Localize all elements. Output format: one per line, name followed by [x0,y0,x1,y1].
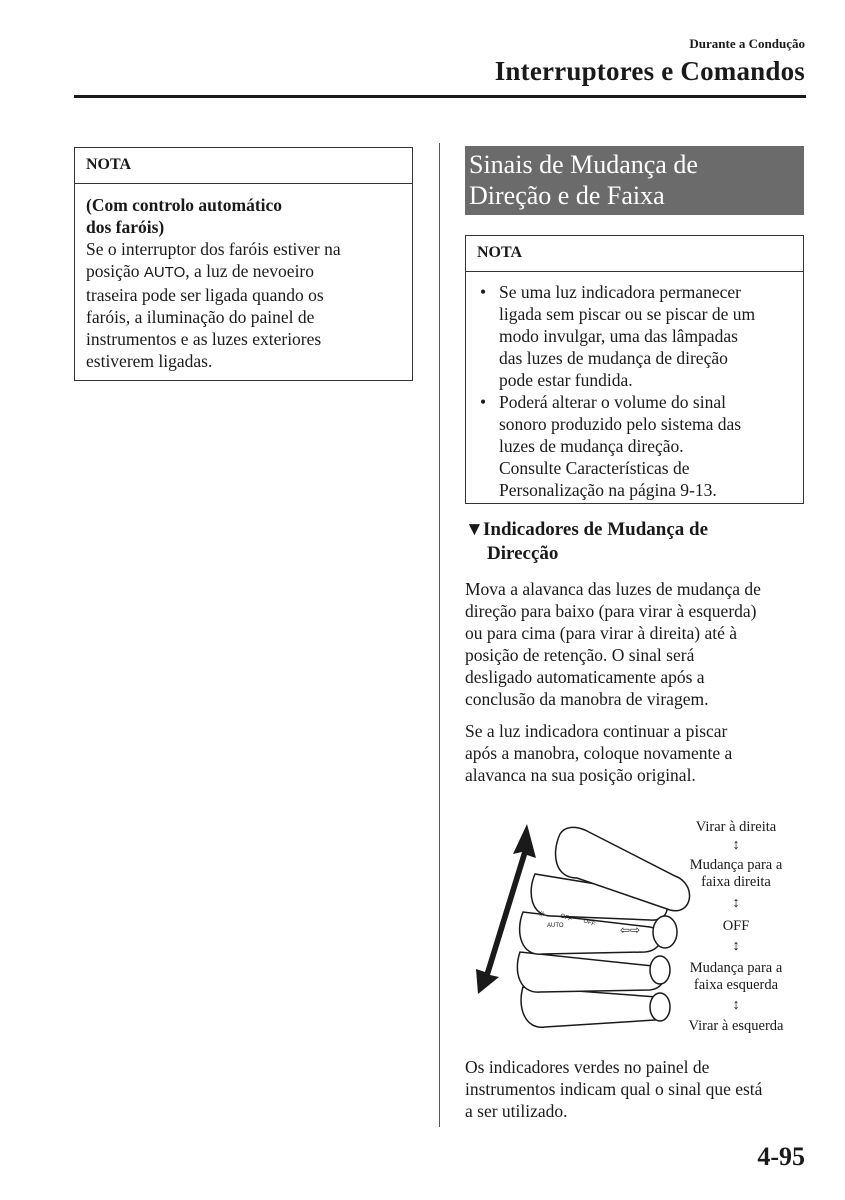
left-note-subtitle-2: dos faróis) [86,217,165,237]
section-title [465,146,804,215]
bullet1-line-3: modo invulgar, uma das lâmpadas [499,326,738,346]
left-note-heading: NOTA [75,148,412,184]
p1-line-2: direção para baixo (para virar à esquerda) [465,601,757,621]
column-divider [439,143,440,1127]
subsection-title-1: Indicadores de Mudança de [483,519,709,540]
auto-position-label: AUTO [143,264,186,281]
updown-arrow-icon-4: ↕ [732,997,740,1013]
label-right-turn: Virar à direita [695,819,777,835]
label-lane-right-2: faixa direita [701,874,771,890]
left-note-box [74,147,413,381]
left-note-line-1: Se o interruptor dos faróis estiver na [86,239,341,259]
p1-line-4: posição de retenção. O sinal será [465,645,695,665]
updown-arrow-icon-3: ↕ [732,938,740,954]
p1-line-6: conclusão da manobra de viragem. [465,689,709,709]
p1-line-1: Mova a alavanca das luzes de mudança de [465,579,761,599]
left-note-line-2-prefix: posição [86,261,140,281]
p1-line-3: ou para cima (para virar à direita) até à [465,623,738,643]
right-note-heading: NOTA [466,236,803,272]
bullet2-line-3: luzes de mudança direção. [499,436,684,456]
bullet1-line-1: • Se uma luz indicadora permanecer [499,282,741,302]
updown-arrow-icon-2: ↕ [732,895,740,911]
arrows-symbol-icon: ⇦⇨ [620,923,641,937]
p2-line-2: após a manobra, coloque novamente a [465,743,733,763]
subsection-heading-line-1 [465,518,805,542]
left-note-body [75,184,412,380]
p3-line-2: instrumentos indicam qual o sinal que está [465,1079,763,1099]
left-note-line-3: traseira pode ser ligada quando os [86,285,324,305]
bullet2-line-4: Consulte Características de [499,458,690,478]
header-rule [74,95,806,98]
bullet2-line-5: Personalização na página 9-13. [499,480,717,500]
label-lane-left-1: Mudança para a [689,960,783,976]
label-lane-left-2: faixa esquerda [693,977,779,993]
left-note-line-2-rest: , a luz de nevoeiro [185,261,315,281]
updown-arrow-icon-1: ↕ [732,837,740,853]
left-note-line-5: instrumentos e as luzes exteriores [86,329,322,349]
page-number: 4-95 [757,1142,805,1171]
paragraph-1 [465,578,805,710]
section-title-line-1: Sinais de Mudança de [469,150,698,179]
stalk-off-mark-2: OFF [582,918,596,928]
header-section-label: Durante a Condução [689,36,805,51]
right-note-box [465,235,804,504]
bullet2-line-1: • Poderá alterar o volume do sinal [499,392,726,412]
label-left-turn: Virar à esquerda [688,1018,784,1034]
triangle-marker-icon: ▼ [465,519,484,540]
headlight-symbol-icon: ☼ [537,908,547,919]
right-note-list [475,281,793,501]
bullet1-line-5: pode estar fundida. [499,370,633,390]
turn-signal-figure [465,812,805,1042]
p2-line-1: Se a luz indicadora continuar a piscar [465,721,728,741]
section-title-line-2: Direção e de Faixa [469,181,665,210]
label-lane-right-1: Mudança para a [689,857,783,873]
right-note-bullet-1 [475,281,793,391]
page-header-title: Interruptores e Comandos [494,56,805,86]
stalk-off-mark-1: OFF [559,913,573,923]
bullet1-line-2: ligada sem piscar ou se piscar de um [499,304,756,324]
paragraph-2 [465,720,805,786]
stalk-auto-mark: AUTO [547,923,564,929]
p3-line-1: Os indicadores verdes no painel de [465,1057,710,1077]
right-note-body [466,272,803,509]
paragraph-3 [465,1056,805,1122]
p2-line-3: alavanca na sua posição original. [465,765,696,785]
bullet1-line-4: das luzes de mudança de direção [499,348,728,368]
left-note-subtitle-1: (Com controlo automático [86,195,283,215]
subsection-heading [465,518,805,566]
left-note-line-6: estiverem ligadas. [86,351,213,371]
subsection-title-2: Direcção [487,543,559,564]
p1-line-5: desligado automaticamente após a [465,667,705,687]
right-note-bullet-2 [475,391,793,501]
p3-line-3: a ser utilizado. [465,1101,568,1121]
left-note-line-2 [86,260,402,284]
label-off: OFF [722,918,750,934]
left-note-line-4: faróis, a iluminação do painel de [86,307,315,327]
bullet2-line-2: sonoro produzido pelo sistema das [499,414,742,434]
